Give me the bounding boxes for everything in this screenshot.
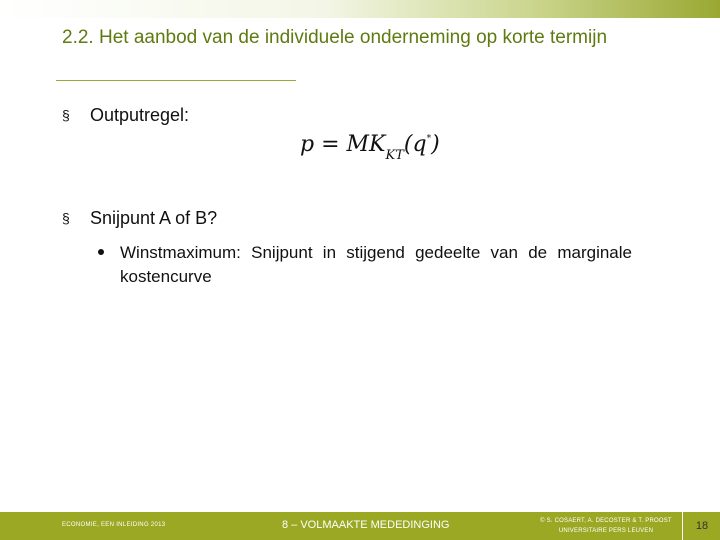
formula-open-paren: (	[403, 132, 413, 157]
slide-title: 2.2. Het aanbod van de individuele onderneming op korte termijn	[62, 27, 608, 48]
formula-close-paren: )	[431, 132, 440, 157]
footer-copyright	[536, 516, 676, 536]
sub-bullet-text: Winstmaximum: Snijpunt in stijgend gedeelte van de marginale kostencurve	[120, 243, 632, 286]
formula-superscript: *	[426, 134, 432, 144]
bullet-snijpunt	[62, 207, 362, 231]
output-rule-formula	[300, 120, 470, 162]
formula-function: MK	[346, 132, 386, 157]
formula-variable: q	[412, 132, 427, 157]
title-underline	[56, 80, 296, 81]
footer-publisher: UNIVERSITAIRE PERS LEUVEN	[558, 528, 654, 534]
bullet-outputregel	[62, 104, 262, 128]
footer-bar	[0, 512, 720, 540]
bullet-icon: §	[62, 210, 70, 226]
bullet-icon: §	[62, 107, 70, 123]
top-gradient-band	[0, 0, 720, 18]
footer-divider	[682, 512, 683, 540]
sub-bullet-dot-icon	[98, 249, 104, 255]
bullet-text: Snijpunt A of B?	[90, 208, 218, 228]
formula-equals: =	[314, 132, 347, 157]
page-number: 18	[695, 520, 709, 532]
footer-course: ECONOMIE, EEN INLEIDING 2013	[62, 522, 166, 528]
bullet-text: Outputregel:	[90, 105, 190, 125]
footer-authors: © S. COSAERT, A. DECOSTER & T. PROOST	[540, 518, 672, 524]
footer-chapter: 8 – VOLMAAKTE MEDEDINGING	[282, 519, 450, 531]
formula-subscript: KT	[385, 148, 404, 163]
formula-lhs: p	[300, 132, 315, 157]
